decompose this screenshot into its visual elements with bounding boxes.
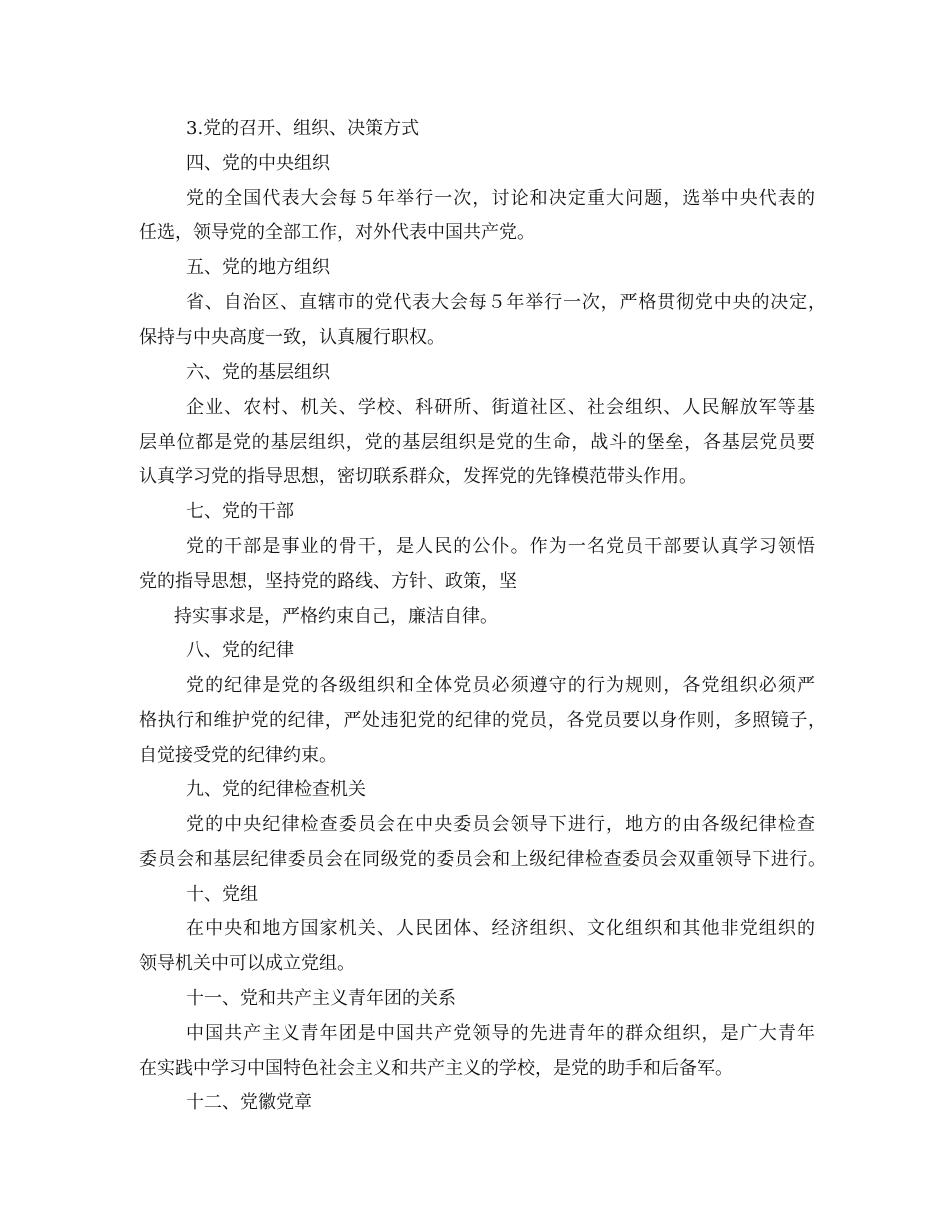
section-heading: 四、党的中央组织	[186, 153, 330, 174]
paragraph-line: 党的干部是事业的骨干，是人民的公仆。作为一名党员干部要认真学习领悟	[186, 536, 815, 557]
paragraph-line: 中国共产主义青年团是中国共产党领导的先进青年的群众组织，是广大青年	[186, 1023, 815, 1044]
section-heading: 九、党的纪律检查机关	[186, 779, 366, 800]
section-heading: 八、党的纪律	[186, 640, 294, 661]
section-heading: 十、党组	[186, 884, 258, 905]
paragraph-line: 党的全国代表大会每５年举行一次，讨论和决定重大问题，选举中央代表的	[186, 188, 815, 209]
paragraph-line: 领导机关中可以成立党组。	[139, 953, 355, 974]
section-heading: 十二、党徽党章	[186, 1092, 312, 1113]
paragraph-line: 层单位都是党的基层组织，党的基层组织是党的生命，战斗的堡垒，各基层党员要	[139, 432, 815, 453]
paragraph-line: 委员会和基层纪律委员会在同级党的委员会和上级纪律检查委员会双重领导下进行。	[139, 849, 826, 870]
paragraph-line: 在实践中学习中国特色社会主义和共产主义的学校，是党的助手和后备军。	[139, 1058, 733, 1079]
paragraph-line: 企业、农村、机关、学校、科研所、街道社区、社会组织、人民解放军等基	[186, 397, 815, 418]
paragraph-line: 格执行和维护党的纪律，严处违犯党的纪律的党员，各党员要以身作则，多照镜子，	[139, 710, 826, 731]
paragraph-line: 党的指导思想，坚持党的路线、方针、政策，坚	[139, 571, 517, 592]
paragraph-line: 保持与中央高度一致，认真履行职权。	[139, 327, 445, 348]
paragraph-line: 任选，领导党的全部工作，对外代表中国共产党。	[139, 222, 535, 243]
paragraph-line: 认真学习党的指导思想，密切联系群众，发挥党的先锋模范带头作用。	[139, 466, 697, 487]
section-heading: 六、党的基层组织	[186, 362, 330, 383]
section-heading: 十一、党和共产主义青年团的关系	[186, 988, 456, 1009]
section-heading: 五、党的地方组织	[186, 257, 330, 278]
paragraph-line: 自觉接受党的纪律约束。	[139, 745, 337, 766]
paragraph-line: 在中央和地方国家机关、人民团体、经济组织、文化组织和其他非党组织的	[186, 918, 815, 939]
paragraph-line: 党的纪律是党的各级组织和全体党员必须遵守的行为规则，各党组织必须严	[186, 675, 815, 696]
paragraph-line: 党的中央纪律检查委员会在中央委员会领导下进行，地方的由各级纪律检查	[186, 814, 815, 835]
section-heading: 七、党的干部	[186, 501, 294, 522]
paragraph-line: 省、自治区、直辖市的党代表大会每５年举行一次，严格贯彻党中央的决定，	[186, 292, 826, 313]
paragraph-line: 持实事求是，严格约束自己，廉洁自律。	[174, 606, 498, 627]
section-heading: 3.党的召开、组织、决策方式	[186, 118, 420, 139]
